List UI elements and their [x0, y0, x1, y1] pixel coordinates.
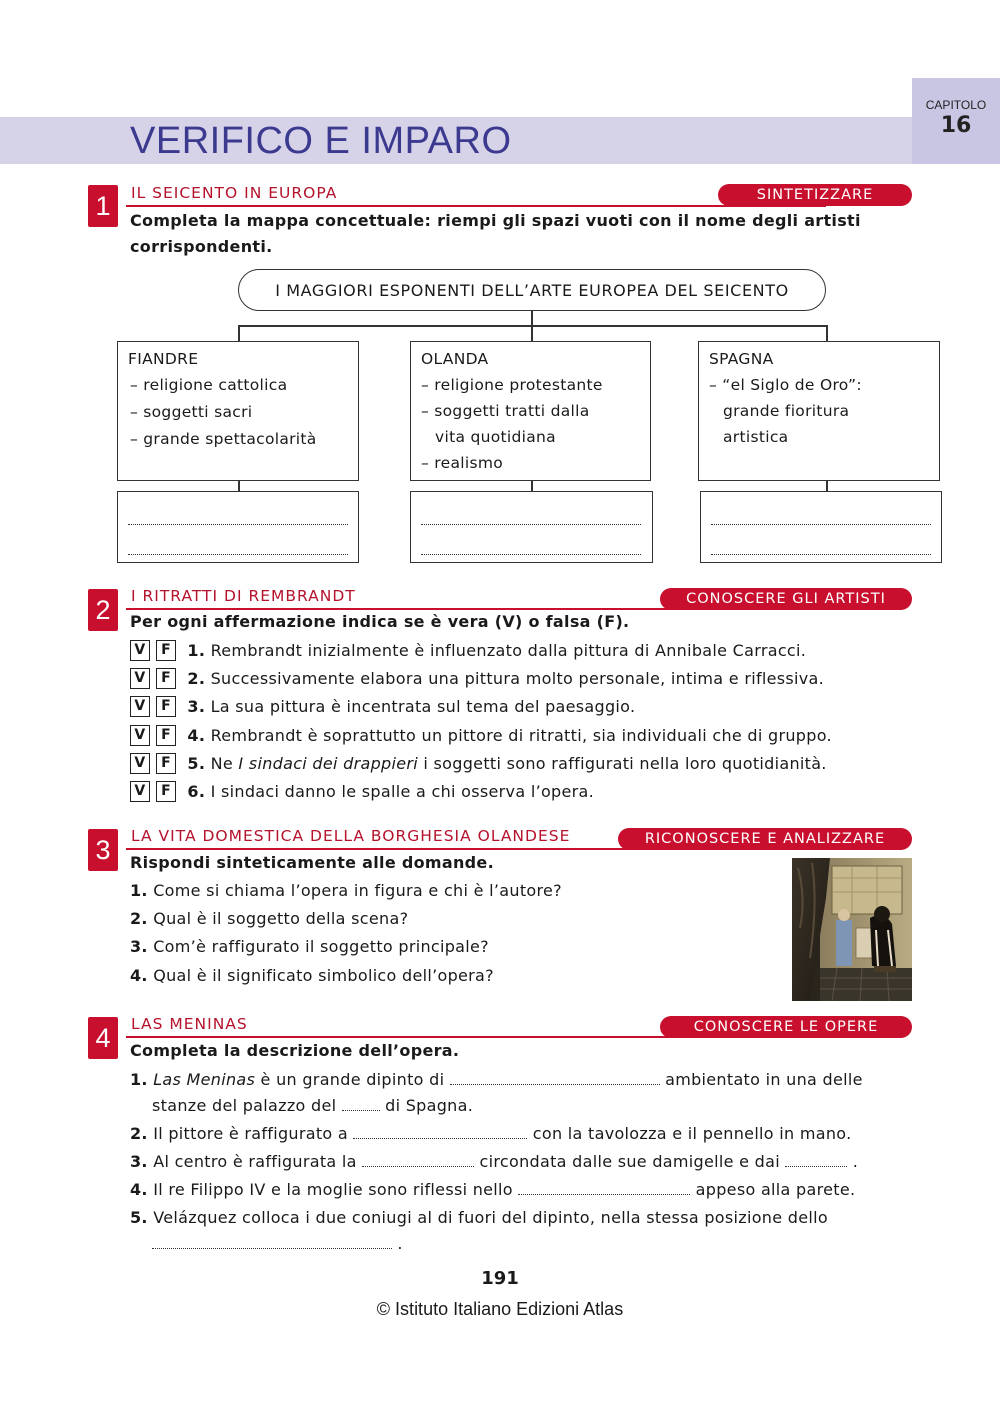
exercise-4-number: 4	[88, 1017, 118, 1059]
item-number: 4.	[130, 1180, 148, 1199]
connector	[238, 325, 240, 342]
fill-in-line	[711, 523, 931, 525]
tf-statement: La sua pittura è incentrata sul tema del paesaggio.	[210, 697, 636, 716]
tf-item	[130, 753, 827, 777]
box-heading: OLANDA	[421, 350, 489, 368]
question-text: Come si chiama l’opera in figura e chi è l’autore?	[153, 881, 562, 900]
exercise-1-badge: SINTETIZZARE	[718, 184, 912, 206]
connector	[531, 311, 533, 326]
item-text: di Spagna.	[379, 1096, 474, 1115]
item-text: circondata dalle sue damigelle e dai	[474, 1152, 786, 1171]
concept-box-spagna	[698, 341, 940, 481]
exercise-4-title: LAS MENINAS	[131, 1015, 248, 1033]
tf-statement: Successivamente elabora una pittura molto personale, intima e riflessiva.	[210, 669, 825, 688]
box-item: – soggetti sacri	[130, 403, 253, 421]
item-text: .	[847, 1152, 859, 1171]
exercise-1-number: 1	[88, 185, 118, 227]
tf-item	[130, 640, 806, 664]
fill-in-line	[711, 553, 931, 555]
fill-item-cont	[152, 1096, 473, 1115]
fill-in-blank[interactable]	[518, 1182, 690, 1195]
question-item	[130, 937, 489, 956]
box-item: – grande spettacolarità	[130, 430, 317, 448]
tf-statement-pre: Ne	[210, 754, 239, 773]
tf-statement: Rembrandt inizialmente è influenzato dalla pittura di Annibale Carracci.	[210, 641, 807, 660]
tf-number: 2.	[187, 669, 206, 688]
fill-in-blank[interactable]	[152, 1236, 392, 1249]
fill-in-blank[interactable]	[785, 1154, 847, 1167]
fill-item	[130, 1152, 858, 1171]
fill-item	[130, 1180, 855, 1199]
box-item: vita quotidiana	[435, 428, 556, 446]
box-heading: SPAGNA	[709, 350, 774, 368]
page-number: 191	[481, 1268, 519, 1289]
question-item	[130, 909, 408, 928]
exercise-4-badge: CONOSCERE LE OPERE	[660, 1016, 912, 1038]
tf-number: 1.	[187, 641, 206, 660]
question-number: 1.	[130, 881, 148, 900]
item-number: 2.	[130, 1124, 148, 1143]
tf-item	[130, 781, 594, 805]
artwork-title: Las Meninas	[153, 1070, 256, 1089]
item-text: ambientato in una delle	[659, 1070, 863, 1089]
true-checkbox[interactable]: V	[130, 725, 150, 746]
answer-box-fiandre[interactable]	[117, 491, 359, 563]
true-checkbox[interactable]: V	[130, 696, 150, 717]
exercise-2-instruction: Per ogni affermazione indica se è vera (V) o falsa (F).	[130, 612, 630, 631]
exercise-4-rule	[126, 1036, 726, 1038]
fill-in-line	[128, 553, 348, 555]
question-item	[130, 881, 562, 900]
false-checkbox[interactable]: F	[156, 725, 176, 746]
exercise-3-rule	[126, 848, 686, 850]
fill-in-line	[421, 553, 641, 555]
exercise-4-instruction: Completa la descrizione dell’opera.	[130, 1041, 460, 1060]
item-number: 3.	[130, 1152, 148, 1171]
item-text: Il re Filippo IV e la moglie sono riflessi nello	[153, 1180, 519, 1199]
painting-image	[792, 858, 912, 1001]
exercise-3-number: 3	[88, 829, 118, 871]
false-checkbox[interactable]: F	[156, 781, 176, 802]
true-checkbox[interactable]: V	[130, 753, 150, 774]
chapter-label: CAPITOLO	[925, 98, 987, 112]
exercise-1-title: IL SEICENTO IN EUROPA	[131, 184, 338, 202]
connector	[531, 325, 533, 342]
answer-box-olanda[interactable]	[410, 491, 653, 563]
connector	[826, 325, 828, 342]
fill-item	[130, 1208, 828, 1227]
tf-number: 4.	[187, 726, 206, 745]
box-item: – religione protestante	[421, 376, 603, 394]
item-text: Velázquez colloca i due coniugi al di fuori del dipinto, nella stessa posizione dello	[153, 1208, 828, 1227]
exercise-1-rule	[126, 205, 826, 207]
item-number: 5.	[130, 1208, 148, 1227]
item-text: stanze del palazzo del	[152, 1096, 342, 1115]
box-item: – religione cattolica	[130, 376, 288, 394]
false-checkbox[interactable]: F	[156, 640, 176, 661]
fill-in-blank[interactable]	[353, 1126, 527, 1139]
box-item: grande fioritura	[723, 402, 850, 420]
question-number: 3.	[130, 937, 148, 956]
fill-item-cont	[152, 1234, 403, 1253]
item-number: 1.	[130, 1070, 148, 1089]
question-number: 2.	[130, 909, 148, 928]
fill-in-blank[interactable]	[342, 1098, 380, 1111]
concept-map-title: I MAGGIORI ESPONENTI DELL’ARTE EUROPEA DEL SEICENTO	[238, 269, 826, 311]
chapter-number: 16	[940, 113, 972, 138]
exercise-2-title: I RITRATTI DI REMBRANDT	[131, 587, 356, 605]
true-checkbox[interactable]: V	[130, 781, 150, 802]
page-title: VERIFICO E IMPARO	[130, 120, 512, 162]
exercise-3-badge: RICONOSCERE E ANALIZZARE	[618, 828, 912, 850]
tf-statement: Rembrandt è soprattutto un pittore di ritratti, sia individuali che di gruppo.	[210, 726, 832, 745]
fill-in-blank[interactable]	[362, 1154, 474, 1167]
tf-statement: I sindaci danno le spalle a chi osserva l’opera.	[210, 782, 595, 801]
question-text: Qual è il significato simbolico dell’opera?	[153, 966, 494, 985]
tf-item	[130, 725, 832, 749]
tf-number: 3.	[187, 697, 206, 716]
false-checkbox[interactable]: F	[156, 696, 176, 717]
item-text: è un grande dipinto di	[255, 1070, 450, 1089]
box-item: – soggetti tratti dalla	[421, 402, 590, 420]
exercise-2-number: 2	[88, 589, 118, 631]
fill-in-line	[128, 523, 348, 525]
question-text: Qual è il soggetto della scena?	[153, 909, 409, 928]
box-item: – “el Siglo de Oro”:	[709, 376, 862, 394]
fill-item	[130, 1124, 851, 1143]
chapter-tab	[912, 78, 1000, 164]
copyright: © Istituto Italiano Edizioni Atlas	[376, 1299, 624, 1319]
fill-in-line	[421, 523, 641, 525]
concept-box-fiandre	[117, 341, 359, 481]
tf-item	[130, 668, 824, 692]
true-checkbox[interactable]: V	[130, 668, 150, 689]
box-heading: FIANDRE	[128, 350, 199, 368]
fill-in-blank[interactable]	[450, 1072, 660, 1085]
connector	[238, 325, 827, 327]
item-text: .	[392, 1234, 403, 1253]
item-text: con la tavolozza e il pennello in mano.	[527, 1124, 852, 1143]
tf-statement-post: i soggetti sono raffigurati nella loro quotidianità.	[418, 754, 827, 773]
fill-item	[130, 1070, 863, 1089]
tf-number: 5.	[187, 754, 206, 773]
exercise-1-instruction: Completa la mappa concettuale: riempi gli spazi vuoti con il nome degli artisti	[130, 211, 861, 230]
question-number: 4.	[130, 966, 148, 985]
item-text: appeso alla parete.	[690, 1180, 856, 1199]
tf-item	[130, 696, 635, 720]
box-item: artistica	[723, 428, 789, 446]
question-item	[130, 966, 494, 985]
answer-box-spagna[interactable]	[700, 491, 942, 563]
concept-box-olanda	[410, 341, 651, 481]
item-text: Al centro è raffigurata la	[153, 1152, 363, 1171]
exercise-2-rule	[126, 608, 726, 610]
item-text: Il pittore è raffigurato a	[153, 1124, 354, 1143]
artwork-title: I sindaci dei drappieri	[238, 754, 419, 773]
exercise-3-instruction: Rispondi sinteticamente alle domande.	[130, 853, 494, 872]
false-checkbox[interactable]: F	[156, 753, 176, 774]
exercise-3-title: LA VITA DOMESTICA DELLA BORGHESIA OLANDESE	[131, 827, 571, 845]
question-text: Com’è raffigurato il soggetto principale?	[153, 937, 489, 956]
true-checkbox[interactable]: V	[130, 640, 150, 661]
box-item: – realismo	[421, 454, 504, 472]
false-checkbox[interactable]: F	[156, 668, 176, 689]
tf-number: 6.	[187, 782, 206, 801]
exercise-1-instruction-cont: corrispondenti.	[130, 237, 273, 256]
exercise-2-badge: CONOSCERE GLI ARTISTI	[660, 588, 912, 610]
